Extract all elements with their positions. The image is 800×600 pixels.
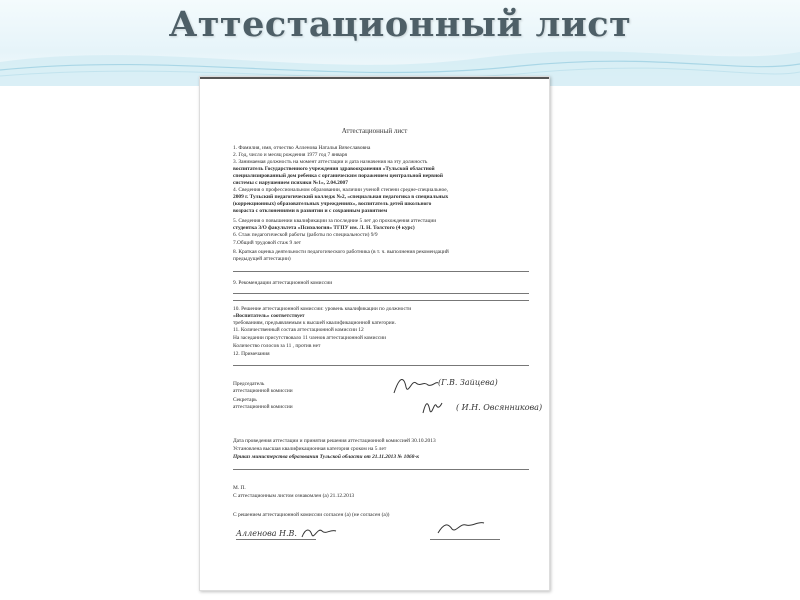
- blank-rule: [233, 271, 529, 272]
- doc-line: Количество голосов за 11 , против нет: [233, 343, 321, 349]
- doc-line: 9. Рекомендации аттестационной комиссии: [233, 280, 333, 286]
- blank-rule: [233, 293, 529, 294]
- chairman-signature: [390, 373, 440, 397]
- blank-rule: [430, 539, 500, 540]
- doc-line: На заседании присутствовало 11 членов аттестационной комиссии: [233, 335, 387, 341]
- doc-line: 7.Общий трудовой стаж 9 лет: [233, 240, 301, 246]
- doc-line: С аттестационным листом ознакомлен (а) 21.12.2013: [233, 493, 355, 499]
- doc-line: студентка З/О факультета «Психология» ТГПУ им. Л. Н. Толстого (4 курс): [233, 225, 415, 231]
- doc-line: 12. Примечания: [233, 351, 270, 357]
- doc-line: «Воспитатель» соответствует: [233, 313, 305, 319]
- doc-line: предыдущей аттестации): [233, 256, 291, 262]
- doc-line: 2. Год, число и месяц рождения 1977 год 7 января: [233, 152, 348, 158]
- doc-line: Приказ министерства образования Тульской области от 21.11.2013 № 1068-к: [233, 454, 419, 460]
- document-top-edge: [200, 77, 549, 79]
- doc-line: 4. Сведения о профессиональном образовании, наличии ученой степени средне-специальное,: [233, 187, 449, 193]
- doc-line: Дата проведения аттестации и принятия решения аттестационной комиссией 30.10.2013: [233, 438, 436, 444]
- blank-rule: [236, 539, 316, 540]
- attestee-signature: [300, 523, 340, 543]
- doc-line: 10. Решение аттестационной комиссии: уровень квалификации по должности: [233, 306, 412, 312]
- document-heading: Аттестационный лист: [341, 127, 408, 135]
- blank-rule: [233, 469, 529, 470]
- doc-line: М. П.: [233, 485, 246, 491]
- doc-line: (коррекционных) образовательных учреждениях», воспитатель детей школьного: [233, 201, 432, 207]
- doc-line: 2009 г. Тульский педагогический колледж №2, «специальная педагогика в специальных: [233, 194, 449, 200]
- attestee-name: Алленова Н.В.: [236, 529, 297, 538]
- doc-line: специализированный дом ребенка с органическим поражением центральной нервной: [233, 173, 443, 179]
- doc-line: 6. Стаж педагогической работы (работы по специальности) 9/9: [233, 232, 378, 238]
- scanned-document: [199, 76, 550, 591]
- committee-signature: [436, 517, 486, 537]
- secretary-name: ( И.Н. Овсянникова): [456, 403, 543, 412]
- secretary-signature: [420, 397, 444, 417]
- doc-line: аттестационной комиссии: [233, 404, 293, 410]
- slide-title: Аттестационный лист: [168, 4, 632, 45]
- doc-line: воспитатель Государственного учреждения здравоохранения «Тульской областной: [233, 166, 435, 172]
- doc-line: 5. Сведения о повышении квалификации за последние 5 лет до прохождения аттестации: [233, 218, 437, 224]
- chairman-name: (Г.В. Зайцева): [438, 378, 498, 387]
- doc-line: Секретарь: [233, 397, 257, 403]
- doc-line: аттестационной комиссии: [233, 388, 293, 394]
- doc-line: 3. Занимаемая должность на момент аттестации и дата назначения на эту должность: [233, 159, 428, 165]
- doc-line: Установлена высшая квалификационная категория сроком на 5 лет: [233, 446, 387, 452]
- doc-line: Председатель: [233, 381, 265, 387]
- doc-line: системы с нарушением психики №1», 2.04.2007: [233, 180, 348, 186]
- blank-rule: [233, 300, 529, 301]
- doc-line: 11. Количественный состав аттестационной комиссии 12: [233, 327, 364, 333]
- doc-line: возраста с отклонениями в развитии и с сохранным развитием: [233, 208, 388, 214]
- doc-line: 8. Краткая оценка деятельности педагогического работника (в т. ч. выполнения рекомендаций: [233, 249, 449, 255]
- doc-line: 1. Фамилия, имя, отчество Алленова Наталья Вячеславовна: [233, 145, 371, 151]
- doc-line: требованиям, предъявляемым к высшей квалификационной категории.: [233, 320, 396, 326]
- doc-line: С решением аттестационной комиссии согласен (а) (не согласен (а)): [233, 512, 390, 518]
- blank-rule: [233, 365, 529, 366]
